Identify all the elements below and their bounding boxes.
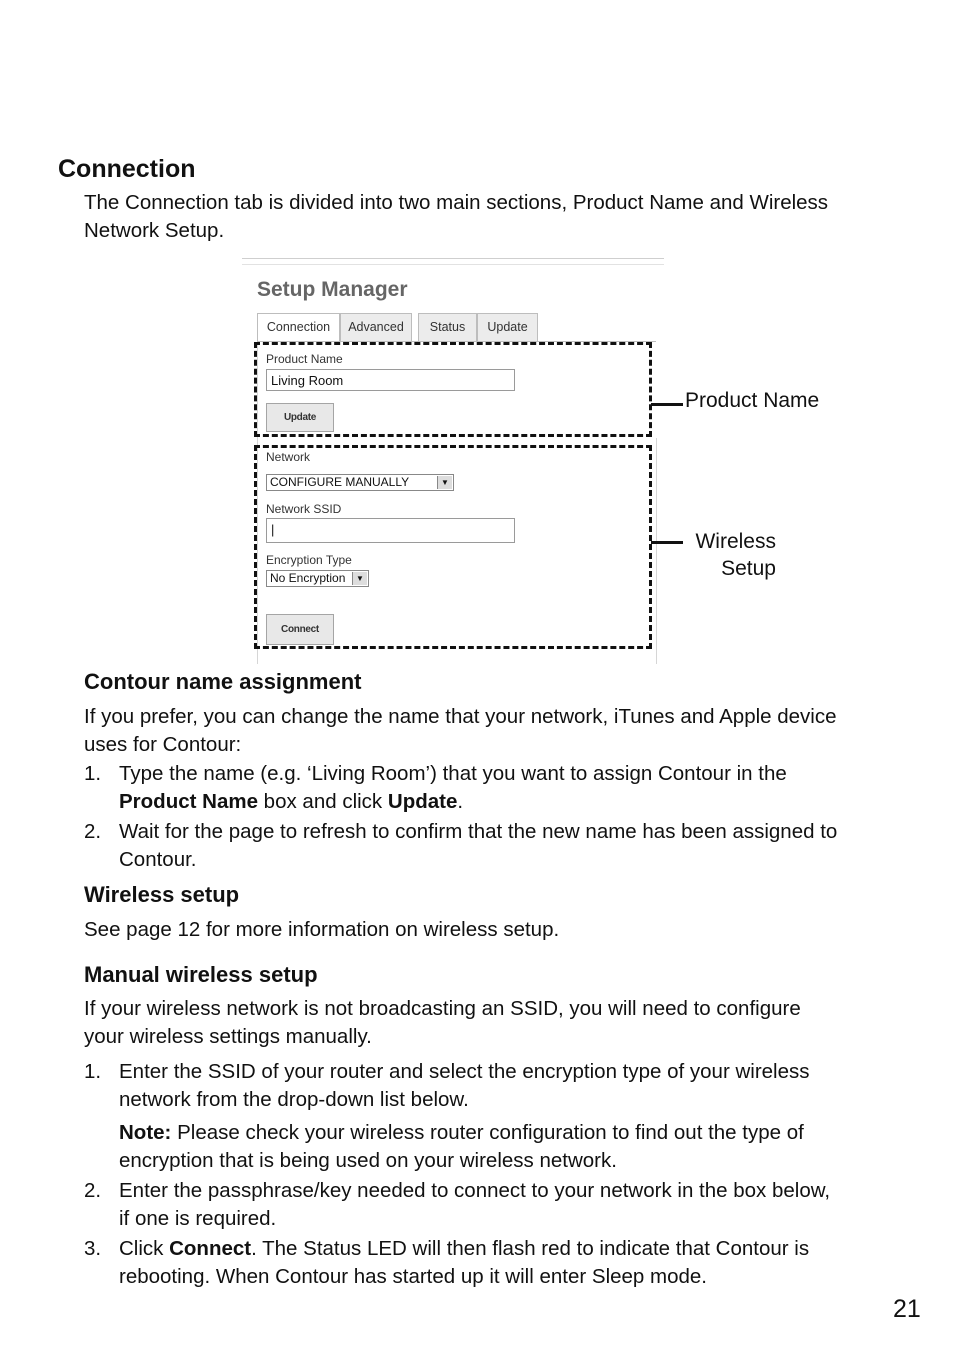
note-text-part: Please check your wireless router configuration to find out the type of — [171, 1121, 804, 1144]
contour-name-heading: Contour name assignment — [84, 669, 362, 694]
setup-manager-title: Setup Manager — [257, 278, 408, 301]
contour-para-line-1: If you prefer, you can change the name that your network, iTunes and Apple device — [84, 705, 837, 728]
step-line: Wait for the page to refresh to confirm that the new name has been assigned to — [119, 820, 838, 843]
wireless-setup-highlight — [254, 445, 652, 649]
step-line: rebooting. When Contour has started up it will enter Sleep mode. — [119, 1264, 707, 1288]
page-number: 21 — [893, 1295, 921, 1323]
tab-connection[interactable]: Connection — [257, 313, 340, 342]
product-name-highlight — [254, 342, 652, 437]
step-line: Enter the passphrase/key needed to connect to your network in the box below, — [119, 1179, 831, 1202]
step-line — [119, 1235, 904, 1263]
update-button[interactable]: Update — [266, 403, 334, 432]
note-line: encryption that is being used on your wireless network. — [119, 1148, 617, 1172]
list-number: 2. — [84, 820, 102, 843]
chevron-down-icon: ▼ — [352, 572, 367, 585]
product-name-callout-line — [651, 403, 683, 406]
network-label: Network — [266, 450, 311, 464]
step-line: if one is required. — [119, 1206, 277, 1230]
manual-wireless-heading: Manual wireless setup — [84, 962, 318, 987]
figure-top-border-inner — [242, 264, 664, 265]
list-number: 1. — [84, 762, 102, 785]
manual-wireless-paragraph — [84, 995, 801, 1050]
intro-paragraph — [84, 189, 828, 244]
step-line: Type the name (e.g. ‘Living Room’) that you want to assign Contour in the — [119, 762, 787, 785]
network-ssid-input[interactable]: | — [266, 518, 515, 543]
encryption-type-label: Encryption Type — [266, 553, 352, 567]
step-line — [119, 788, 904, 816]
bold-term: Update — [387, 789, 458, 813]
setup-manager-screenshot — [242, 258, 664, 666]
figure-top-border — [242, 258, 664, 259]
list-number: 1. — [84, 1060, 102, 1083]
tab-advanced[interactable]: Advanced — [340, 313, 412, 341]
connect-button[interactable]: Connect — [266, 614, 334, 645]
note-text — [119, 1119, 904, 1174]
tab-update[interactable]: Update — [477, 313, 538, 341]
bold-term: Connect — [169, 1237, 252, 1260]
network-ssid-label: Network SSID — [266, 502, 342, 516]
step-line: network from the drop-down list below. — [119, 1087, 469, 1111]
wireless-setup-paragraph: See page 12 for more information on wireless setup. — [84, 918, 560, 941]
contour-para-line-2: uses for Contour: — [84, 732, 242, 756]
product-name-label: Product Name — [266, 352, 343, 366]
note-label: Note: — [119, 1121, 172, 1144]
tab-status[interactable]: Status — [418, 313, 477, 341]
bold-term: Product Name — [119, 789, 258, 813]
list-text — [119, 818, 904, 873]
step-text: . — [457, 789, 464, 813]
wireless-setup-callout-line — [651, 541, 683, 544]
wireless-callout-line-2: Setup — [721, 557, 776, 580]
figure-right-border — [656, 438, 657, 664]
encryption-select-value: No Encryption — [270, 571, 346, 585]
list-text — [119, 1058, 904, 1113]
intro-line-1: The Connection tab is divided into two main sections, Product Name and Wireless — [84, 191, 829, 214]
step-text: box and click — [257, 789, 388, 813]
contour-name-paragraph — [84, 703, 837, 758]
chevron-down-icon: ▼ — [437, 476, 452, 489]
section-title: Connection — [58, 155, 196, 183]
step-line: Enter the SSID of your router and select the encryption type of your wireless — [119, 1060, 810, 1083]
product-name-callout: Product Name — [685, 389, 820, 412]
list-number: 2. — [84, 1179, 102, 1202]
manual-para-line-1: If your wireless network is not broadcasting an SSID, you will need to configure — [84, 997, 801, 1020]
wireless-setup-callout — [687, 528, 776, 582]
note-line — [119, 1119, 904, 1147]
list-text — [119, 1235, 904, 1290]
step-line: Contour. — [119, 847, 197, 871]
product-name-input[interactable]: Living Room — [266, 369, 515, 391]
network-select-value: CONFIGURE MANUALLY — [270, 475, 410, 489]
intro-line-2: Network Setup. — [84, 218, 225, 242]
manual-para-line-2: your wireless settings manually. — [84, 1024, 372, 1048]
step-text: Click — [119, 1237, 170, 1260]
wireless-setup-heading: Wireless setup — [84, 882, 240, 907]
wireless-callout-line-1: Wireless — [695, 530, 776, 553]
list-text — [119, 1177, 904, 1232]
step-text: . The Status LED will then flash red to indicate that Contour is — [251, 1237, 810, 1260]
list-text — [119, 760, 904, 815]
list-number: 3. — [84, 1237, 102, 1260]
